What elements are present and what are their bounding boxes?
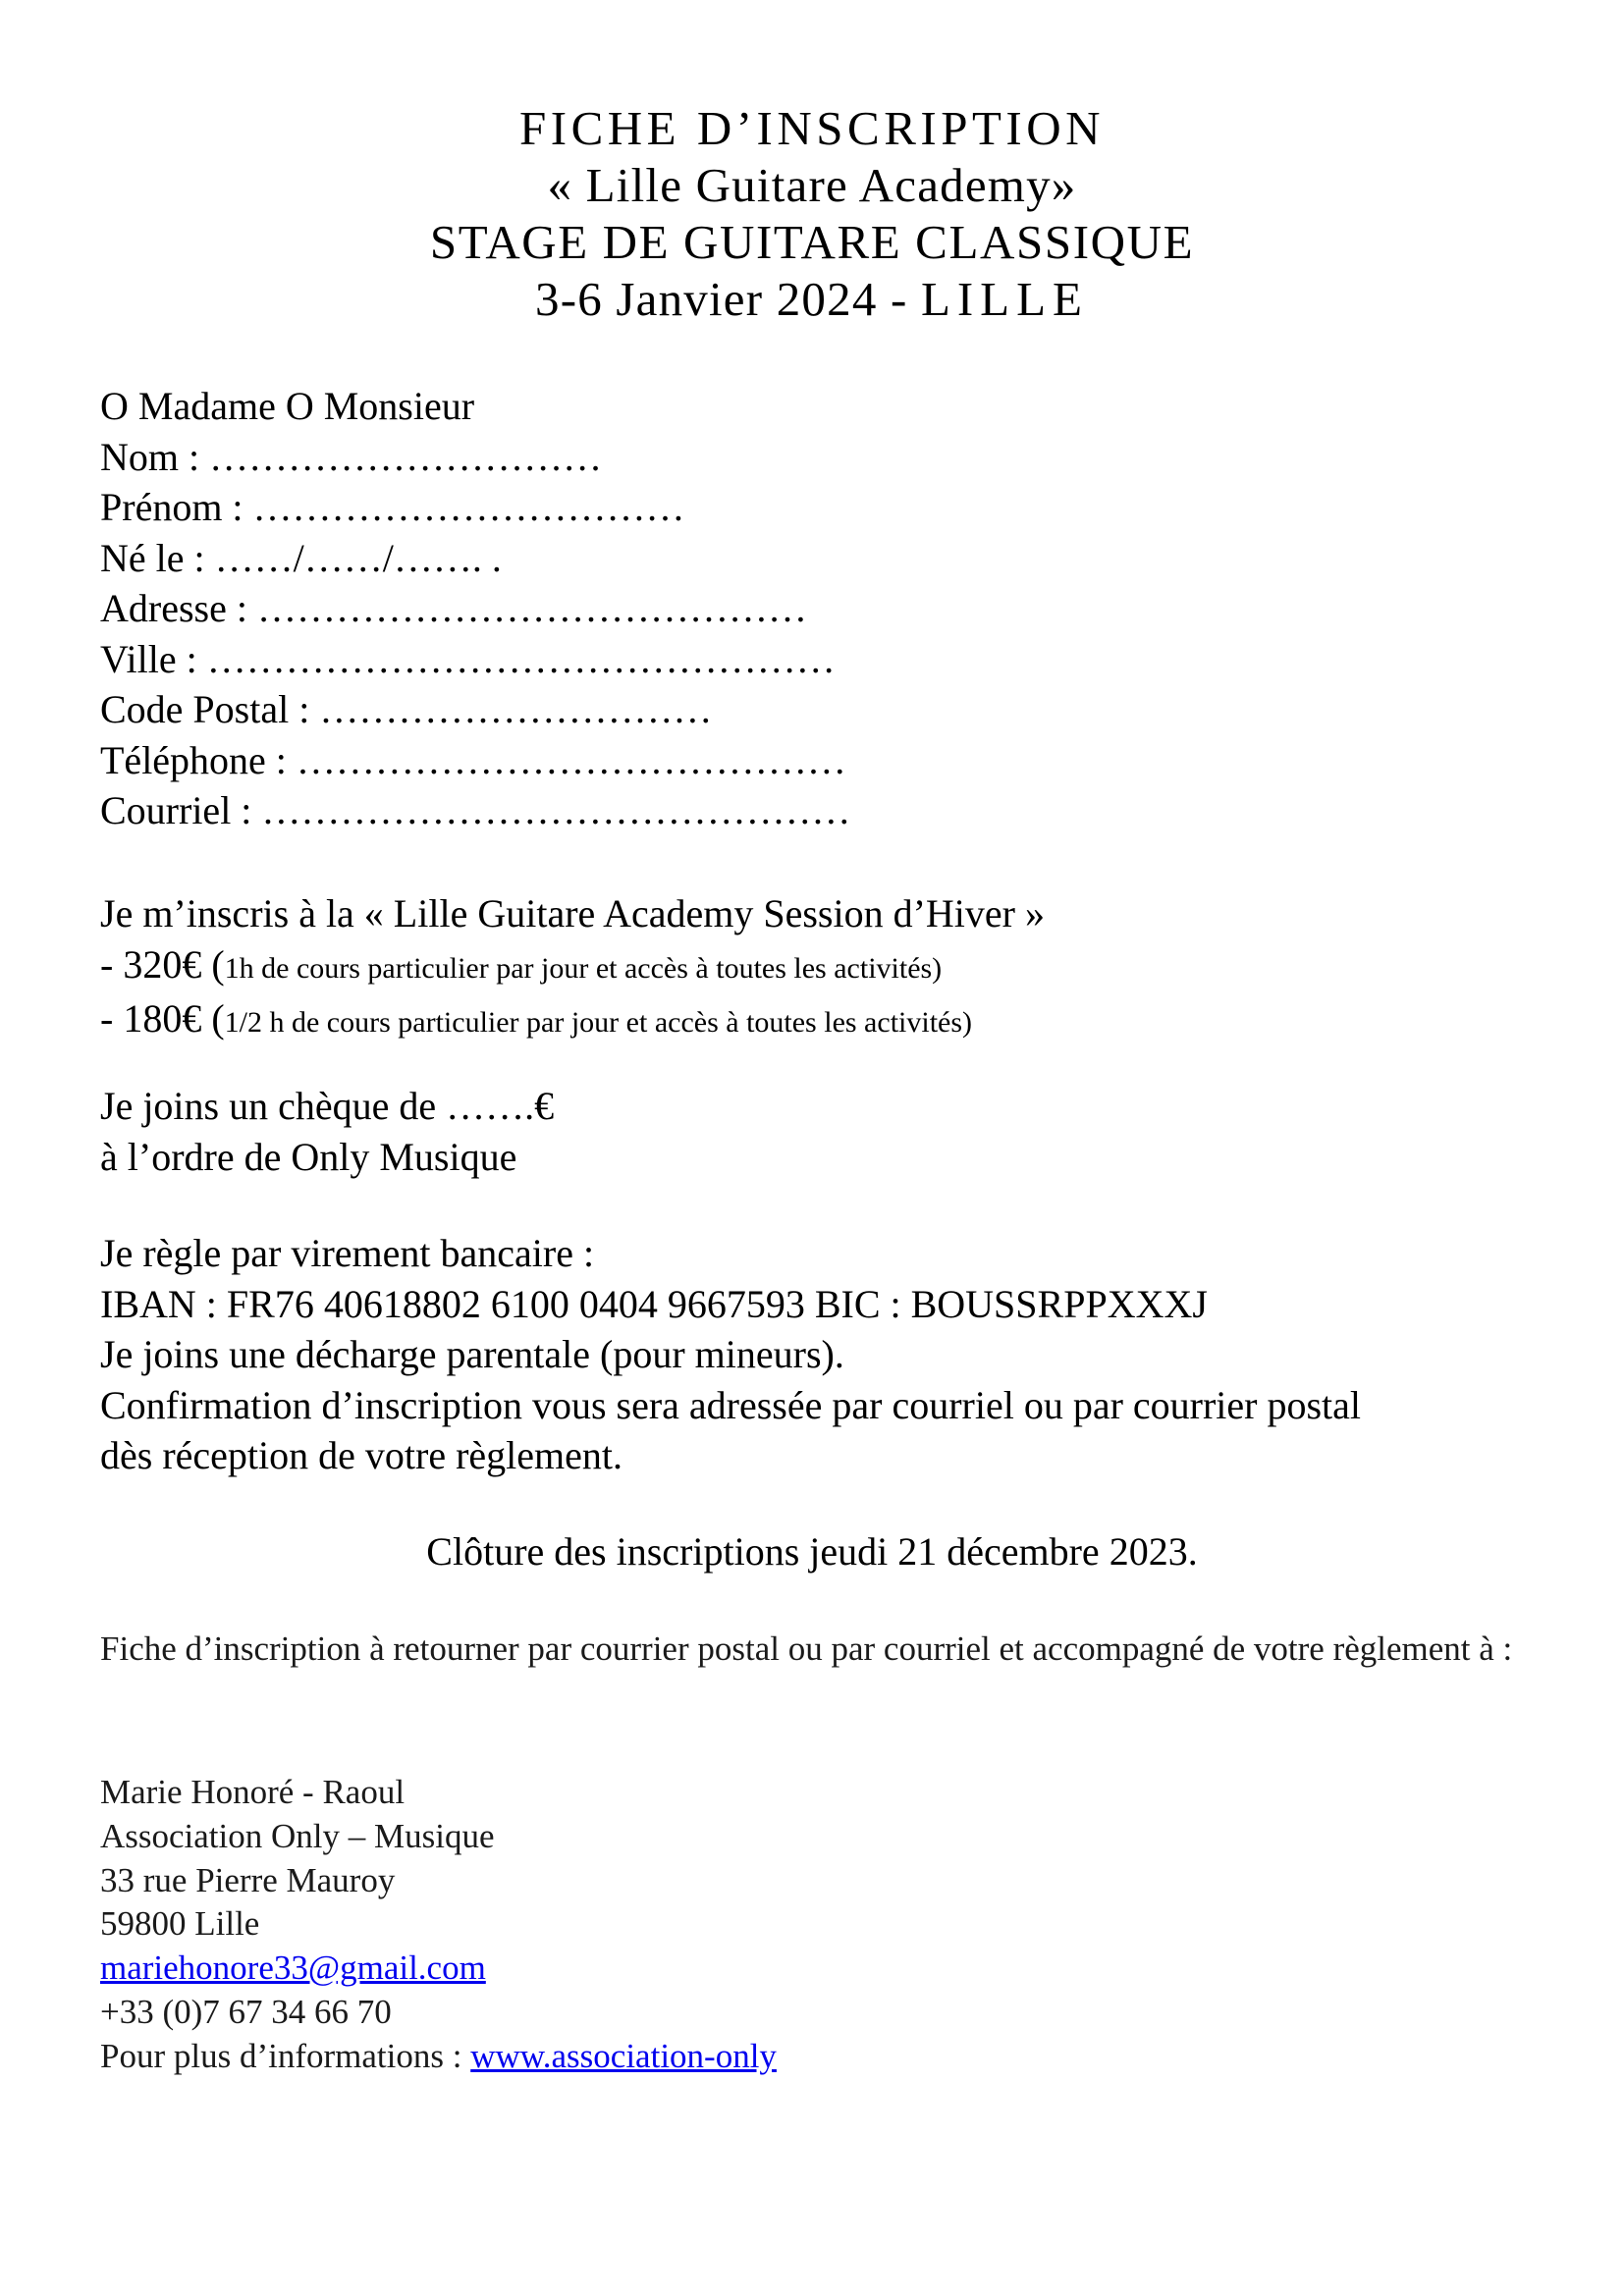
cheque-line: Je joins un chèque de …….€ bbox=[100, 1084, 555, 1128]
event-dates-text: 3-6 Janvier 2024 - bbox=[535, 272, 921, 326]
field-label: Téléphone : bbox=[100, 737, 297, 782]
subscription-section bbox=[100, 888, 1534, 1048]
field-telephone bbox=[100, 735, 1534, 786]
field-label: Né le : bbox=[100, 535, 215, 580]
field-label: Adresse : bbox=[100, 586, 257, 630]
cheque-order-line: à l’ordre de Only Musique bbox=[100, 1134, 517, 1179]
field-blank: …………………………………… bbox=[296, 737, 846, 782]
iban-line: IBAN : FR76 40618802 6100 0404 9667593 BIC : BOUSSRPPXXXJ bbox=[100, 1281, 1208, 1326]
transfer-section bbox=[100, 1228, 1534, 1481]
field-code-postal bbox=[100, 684, 1534, 735]
event-dates bbox=[0, 271, 1624, 328]
field-prenom bbox=[100, 482, 1534, 533]
field-label: Nom : bbox=[100, 434, 210, 479]
form-title: FICHE D’INSCRIPTION bbox=[519, 101, 1105, 155]
field-courriel bbox=[100, 785, 1534, 836]
subscription-intro: Je m’inscris à la « Lille Guitare Academy Session d’Hiver » bbox=[100, 891, 1045, 935]
field-blank: ……………………………………… bbox=[261, 788, 851, 832]
option-320 bbox=[100, 939, 1534, 994]
field-blank: ………………………… bbox=[209, 434, 603, 479]
info-label: Pour plus d’informations : bbox=[100, 2036, 471, 2075]
contact-street: 33 rue Pierre Mauroy bbox=[100, 1860, 396, 1899]
contact-phone: +33 (0)7 67 34 66 70 bbox=[100, 1992, 392, 2031]
event-city: LILLE bbox=[920, 272, 1089, 326]
identity-section bbox=[100, 381, 1534, 836]
field-blank: ………………………… bbox=[319, 687, 713, 731]
field-ville bbox=[100, 634, 1534, 685]
field-blank: …………………………………… bbox=[256, 586, 807, 630]
form-header bbox=[0, 100, 1624, 328]
field-birthdate bbox=[100, 533, 1534, 584]
field-label: Courriel : bbox=[100, 788, 262, 832]
field-label: Ville : bbox=[100, 636, 207, 681]
field-blank: ………………………………………… bbox=[206, 636, 836, 681]
field-nom bbox=[100, 432, 1534, 483]
course-title: STAGE DE GUITARE CLASSIQUE bbox=[429, 215, 1195, 269]
contact-name: Marie Honoré - Raoul bbox=[100, 1773, 406, 1811]
email-link[interactable]: mariehonore33@gmail.com bbox=[100, 1949, 486, 1988]
option-detail: 1h de cours particulier par jour et accès à toutes les activités) bbox=[224, 951, 943, 985]
option-180 bbox=[100, 993, 1534, 1048]
field-label: Prénom : bbox=[100, 485, 253, 529]
option-price: - 180€ ( bbox=[100, 996, 225, 1041]
contact-email-row bbox=[100, 1947, 1278, 1991]
confirmation-line: Confirmation d’inscription vous sera adressée par courriel ou par courrier postal bbox=[100, 1382, 1362, 1427]
registration-deadline: Clôture des inscriptions jeudi 21 décembre 2023. bbox=[426, 1529, 1198, 1574]
option-detail: 1/2 h de cours particulier par jour et accès à toutes les activités) bbox=[224, 1006, 973, 1039]
cheque-section bbox=[100, 1081, 1534, 1182]
contact-association: Association Only – Musique bbox=[100, 1816, 495, 1855]
contact-info-row bbox=[100, 2035, 1278, 2079]
transfer-line: Je règle par virement bancaire : bbox=[100, 1231, 595, 1275]
field-blank: …………………………… bbox=[252, 485, 685, 529]
civility-choice: O Madame O Monsieur bbox=[100, 384, 475, 428]
field-blank: ……/……/……. . bbox=[214, 535, 502, 580]
option-price: - 320€ ( bbox=[100, 941, 225, 987]
field-label: Code Postal : bbox=[100, 687, 320, 731]
contact-city: 59800 Lille bbox=[100, 1904, 260, 1944]
website-link[interactable]: www.association-only bbox=[470, 2036, 777, 2075]
field-adresse bbox=[100, 583, 1534, 634]
parental-consent-line: Je joins une décharge parentale (pour mineurs). bbox=[100, 1332, 844, 1376]
contact-block bbox=[100, 1771, 1278, 2079]
return-instructions: Fiche d’inscription à retourner par courrier postal ou par courriel et accompagné de votre règlement à : bbox=[100, 1629, 1513, 1668]
academy-name: « Lille Guitare Academy» bbox=[547, 158, 1077, 212]
confirmation-line-2: dès réception de votre règlement. bbox=[100, 1433, 623, 1477]
